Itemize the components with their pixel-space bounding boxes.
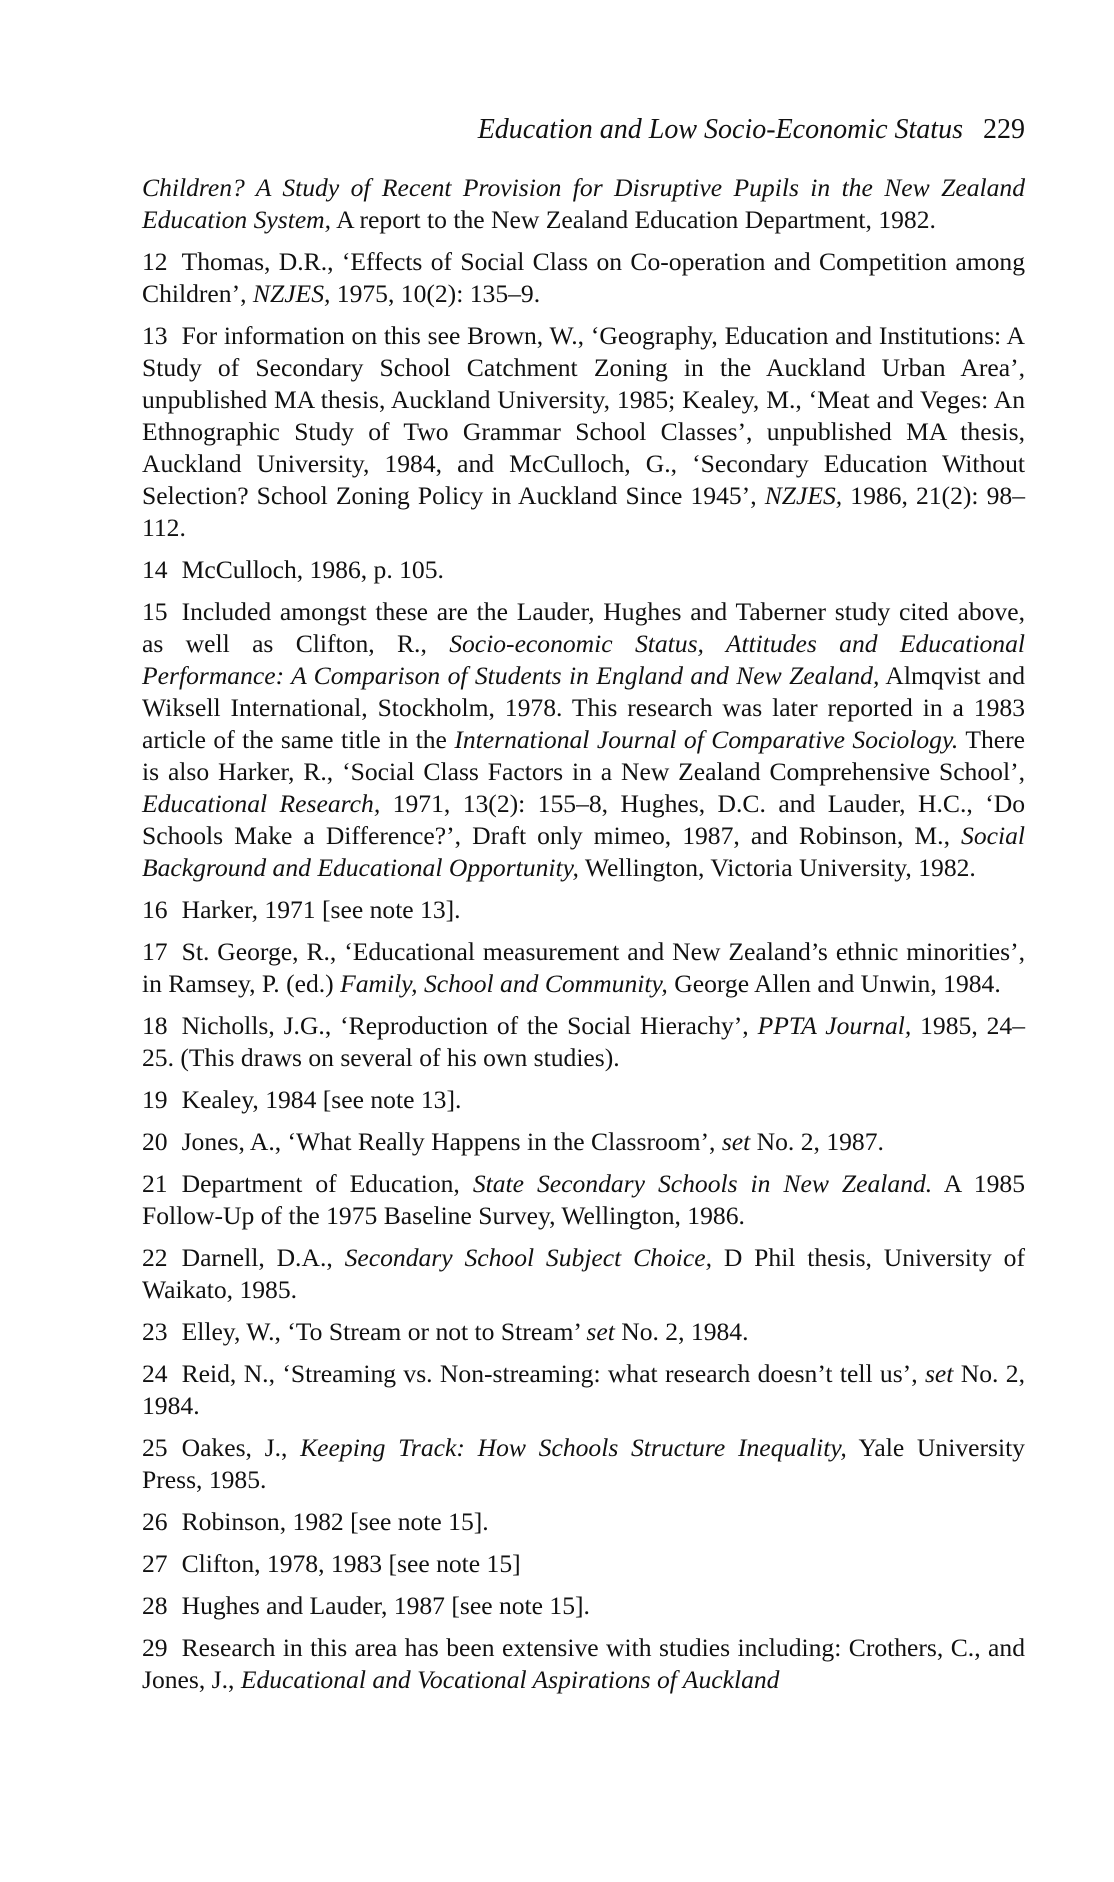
endnote <box>142 1590 1025 1622</box>
endnote <box>142 1126 1025 1158</box>
endnote <box>142 554 1025 586</box>
endnote-text: Almqvist and Wiksell International, Stockholm, 1978. This research was later reported in a 1983 article of the same title in the <box>142 661 1025 754</box>
endnote-text: No. 2, 1984. <box>142 1359 1025 1420</box>
endnote-italic-text: Secondary School Subject Choice, <box>344 1243 712 1272</box>
endnote-text: There is also Harker, R., ‘Social Class Factors in a New Zealand Comprehensive School’, <box>142 725 1025 786</box>
endnote <box>142 1316 1025 1348</box>
running-head-title: Education and Low Socio-Economic Status <box>477 114 963 145</box>
endnote-text: No. 2, 1987. <box>750 1127 884 1156</box>
endnote-italic-text: Family, School and Community, <box>340 969 668 998</box>
endnote-number: 25 <box>142 1433 168 1462</box>
endnote-number: 17 <box>142 937 168 966</box>
endnote-italic-text: Educational and Vocational Aspirations of Auckland <box>240 1665 780 1694</box>
endnote-number: 12 <box>142 247 168 276</box>
endnote-text: Clifton, 1978, 1983 [see note 15] <box>181 1549 521 1578</box>
endnote-number: 16 <box>142 895 168 924</box>
endnote-number: 29 <box>142 1633 168 1662</box>
endnote-text: 1985, 24–25. (This draws on several of his own studies). <box>142 1011 1025 1072</box>
endnote-text: Hughes and Lauder, 1987 [see note 15]. <box>181 1591 590 1620</box>
endnote-text: Research in this area has been extensive with studies including: Crothers, C., and Jones, J., <box>142 1633 1025 1694</box>
endnote-italic-text: Social Background and Educational Opportunity, <box>142 821 1025 882</box>
endnote-text: Kealey, 1984 [see note 13]. <box>181 1085 462 1114</box>
document-page <box>142 112 1025 1706</box>
page-number: 229 <box>983 114 1025 145</box>
endnote-text: Thomas, D.R., ‘Effects of Social Class on Co-operation and Competition among Children’, <box>142 247 1025 308</box>
endnote-text: Oakes, J., <box>181 1433 301 1462</box>
endnote-number: 15 <box>142 597 168 626</box>
endnote-number: 18 <box>142 1011 168 1040</box>
endnote <box>142 894 1025 926</box>
endnote-number: 26 <box>142 1507 168 1536</box>
endnote-text: Robinson, 1982 [see note 15]. <box>181 1507 489 1536</box>
endnote-italic-text: set <box>924 1359 954 1388</box>
endnote <box>142 1548 1025 1580</box>
endnote-text: 1971, 13(2): 155–8, Hughes, D.C. and Lauder, H.C., ‘Do Schools Make a Difference?’, Draft only mimeo, 1987, and Robinson, M., <box>142 789 1025 850</box>
endnote <box>142 1506 1025 1538</box>
endnote-text: Harker, 1971 [see note 13]. <box>181 895 461 924</box>
endnote <box>142 1084 1025 1116</box>
running-head <box>142 112 1025 148</box>
endnote-number: 28 <box>142 1591 168 1620</box>
endnote-italic-text: International Journal of Comparative Sociology. <box>454 725 959 754</box>
endnote-italic-text: State Secondary Schools in New Zealand. <box>472 1169 933 1198</box>
endnote-text: Darnell, D.A., <box>181 1243 345 1272</box>
endnote-text: For information on this see Brown, W., ‘Geography, Education and Institutions: A Study of Secondary School Catchment Zoning in the Auckland Urban Area’, unpublished MA thesis, Auckland University, 1985; Kealey, M., ‘Meat and Veges: An Ethnographic Study of Two Grammar School Classes’, unpublished MA thesis, Auckland University, 1984, and McCulloch, G., ‘Secondary Education Without Selection? School Zoning Policy in Auckland Since 1945’, <box>142 321 1025 510</box>
endnote-italic-text: NZJES, <box>764 481 843 510</box>
endnote <box>142 1242 1025 1306</box>
endnote-text: Elley, W., ‘To Stream or not to Stream’ <box>181 1317 587 1346</box>
endnote-text: George Allen and Unwin, 1984. <box>667 969 1001 998</box>
endnote-text: Yale University Press, 1985. <box>142 1433 1025 1494</box>
endnote-number: 19 <box>142 1085 168 1114</box>
endnote-number: 22 <box>142 1243 168 1272</box>
endnote-number: 13 <box>142 321 168 350</box>
endnote-text: Jones, A., ‘What Really Happens in the Classroom’, <box>181 1127 722 1156</box>
endnote <box>142 1632 1025 1696</box>
endnote-italic-text: PPTA Journal, <box>757 1011 912 1040</box>
endnote-number: 21 <box>142 1169 168 1198</box>
endnote <box>142 1168 1025 1232</box>
endnote <box>142 1010 1025 1074</box>
endnote-text: McCulloch, 1986, p. 105. <box>181 555 444 584</box>
endnote <box>142 936 1025 1000</box>
endnote-text: 1986, 21(2): 98–112. <box>142 481 1025 542</box>
endnote-text: 1975, 10(2): 135–9. <box>330 279 541 308</box>
endnote-number: 14 <box>142 555 168 584</box>
endnote-italic-text: set <box>586 1317 615 1346</box>
endnote <box>142 246 1025 310</box>
endnote-text: St. George, R., ‘Educational measurement and New Zealand’s ethnic minorities’, in Ramsey, P. (ed.) <box>142 937 1025 998</box>
endnote-italic-text: Children? A Study of Recent Provision for Disruptive Pupils in the New Zealand Education System, <box>142 173 1025 234</box>
endnote-italic-text: set <box>721 1127 751 1156</box>
endnote-number: 23 <box>142 1317 168 1346</box>
endnote-number: 24 <box>142 1359 168 1388</box>
endnote <box>142 596 1025 884</box>
endnote-text: A 1985 Follow-Up of the 1975 Baseline Survey, Wellington, 1986. <box>142 1169 1025 1230</box>
endnote <box>142 172 1025 236</box>
endnote-number: 20 <box>142 1127 168 1156</box>
endnote-text: Included amongst these are the Lauder, Hughes and Taberner study cited above, as well as Clifton, R., <box>142 597 1025 658</box>
endnote-italic-text: Socio-economic Status, Attitudes and Educational Performance: A Comparison of Students in England and New Zealand, <box>142 629 1025 690</box>
endnotes-list <box>142 172 1025 1696</box>
endnote <box>142 1358 1025 1422</box>
endnote <box>142 1432 1025 1496</box>
endnote-text: Department of Education, <box>181 1169 473 1198</box>
endnote-text: Reid, N., ‘Streaming vs. Non-streaming: what research doesn’t tell us’, <box>181 1359 925 1388</box>
endnote-text: Nicholls, J.G., ‘Reproduction of the Social Hierachy’, <box>181 1011 758 1040</box>
endnote-text: No. 2, 1984. <box>614 1317 749 1346</box>
endnote-italic-text: NZJES, <box>252 279 331 308</box>
endnote-italic-text: Educational Research, <box>142 789 381 818</box>
endnote-text: A report to the New Zealand Education Department, 1982. <box>331 205 936 234</box>
endnote-text: D Phil thesis, University of Waikato, 1985. <box>142 1243 1025 1304</box>
endnote-italic-text: Keeping Track: How Schools Structure Inequality, <box>300 1433 847 1462</box>
endnote-number: 27 <box>142 1549 168 1578</box>
endnote-text: Wellington, Victoria University, 1982. <box>578 853 976 882</box>
endnote <box>142 320 1025 544</box>
